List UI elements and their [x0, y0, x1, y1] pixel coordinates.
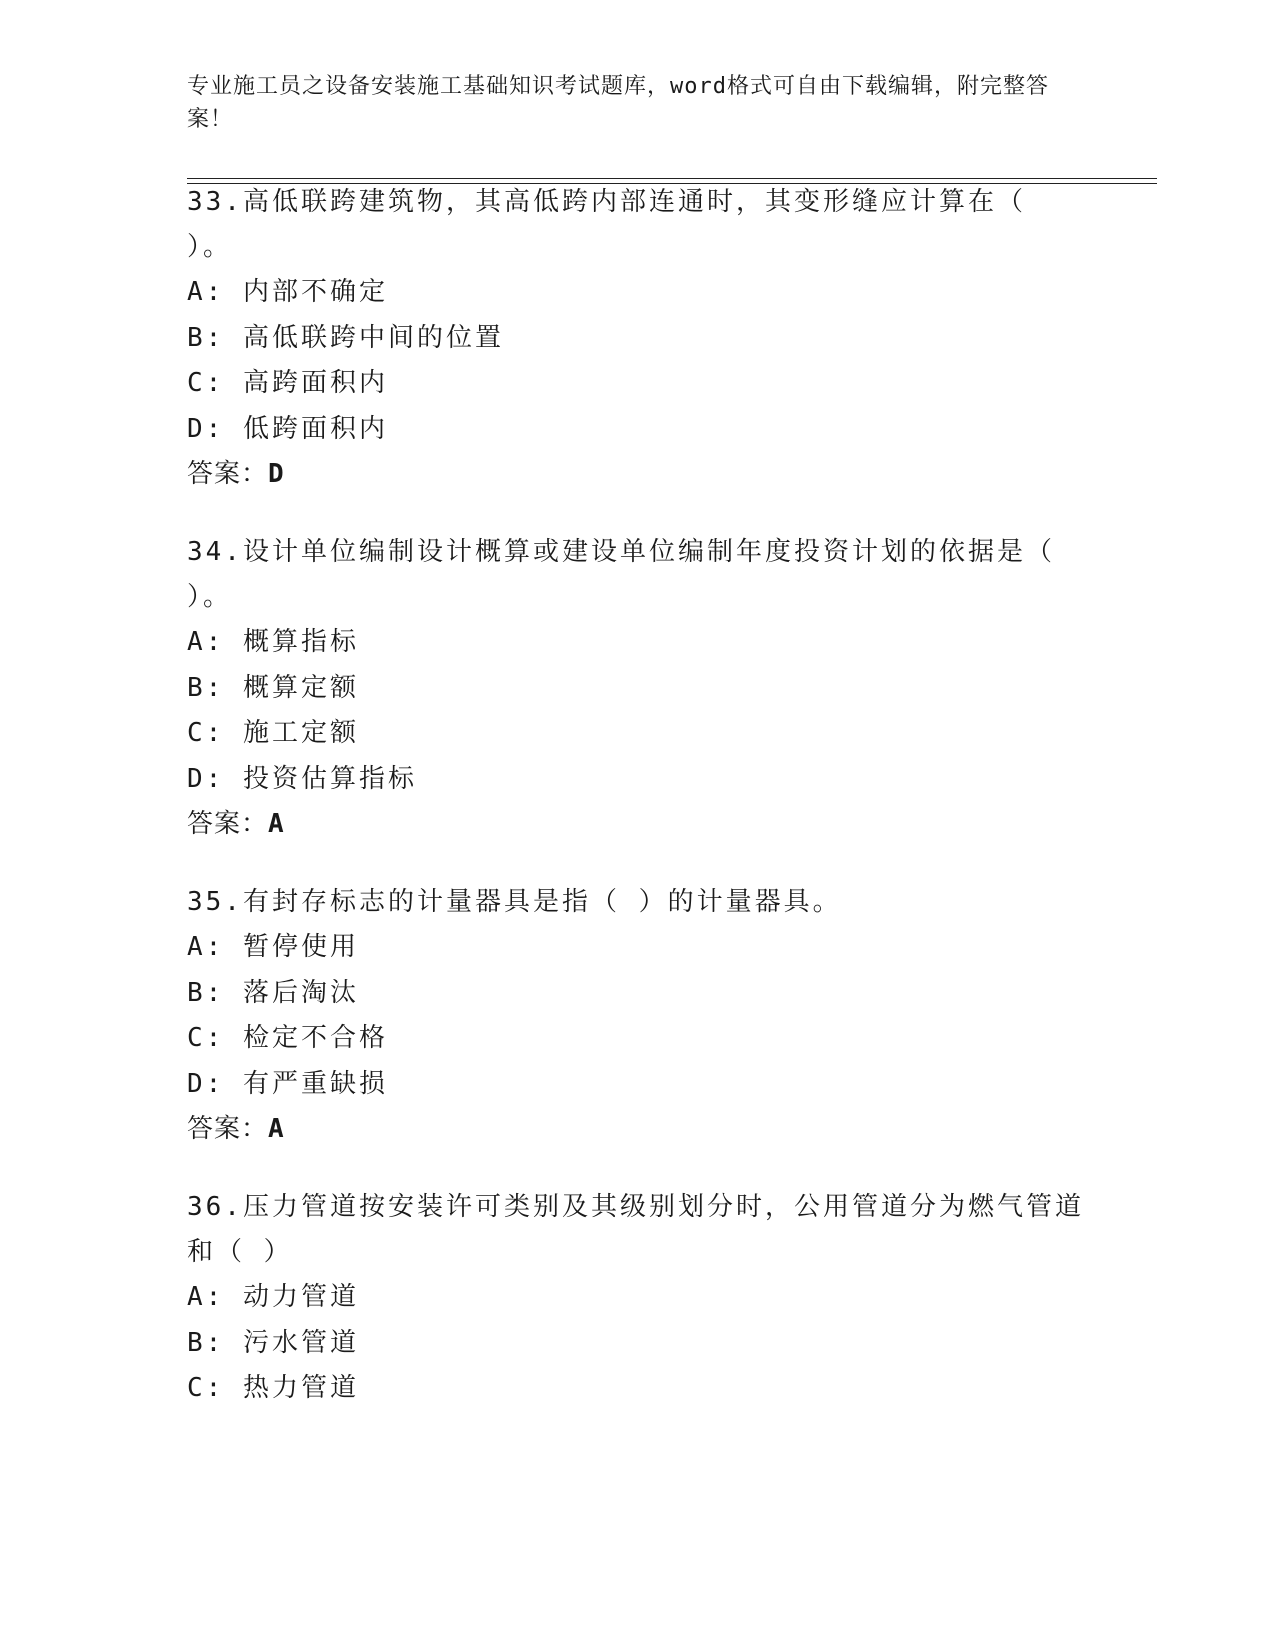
question-33 [187, 180, 1087, 497]
option-a: A: 暂停使用 [187, 932, 359, 962]
option-b: B: 落后淘汰 [187, 977, 359, 1008]
option-c: C: 施工定额 [187, 718, 359, 748]
option-a: A: 内部不确定 [187, 277, 388, 307]
option-d: D: 低跨面积内 [187, 413, 388, 444]
option-c: C: 检定不合格 [187, 1023, 388, 1053]
question-stem: 33.高低联跨建筑物，其高低跨内部连通时，其变形缝应计算在（ ）。 [187, 187, 1026, 262]
question-34 [187, 530, 1087, 847]
answer-line [187, 802, 1087, 847]
option-a: A: 动力管道 [187, 1282, 359, 1312]
answer-line [187, 452, 1087, 497]
answer-label: 答案： [187, 809, 269, 839]
option-b: B: 概算定额 [187, 672, 359, 703]
answer-label: 答案： [187, 1114, 269, 1144]
document-header: 专业施工员之设备安装施工基础知识考试题库，word格式可自由下载编辑，附完整答案！ [187, 74, 1049, 132]
answer-value: D [268, 459, 285, 489]
option-b: B: 污水管道 [187, 1327, 359, 1358]
answer-value: A [268, 809, 285, 839]
option-d: D: 投资估算指标 [187, 763, 417, 794]
question-stem: 36.压力管道按安装许可类别及其级别划分时，公用管道分为燃气管道和（ ） [187, 1192, 1084, 1267]
answer-value: A [268, 1114, 285, 1144]
question-36 [187, 1185, 1087, 1412]
answer-line [187, 1107, 1087, 1152]
question-stem: 35.有封存标志的计量器具是指（ ）的计量器具。 [187, 887, 842, 917]
option-c: C: 热力管道 [187, 1373, 359, 1403]
option-d: D: 有严重缺损 [187, 1068, 388, 1099]
question-35 [187, 880, 1087, 1152]
question-stem: 34.设计单位编制设计概算或建设单位编制年度投资计划的依据是（ ）。 [187, 537, 1055, 612]
option-a: A: 概算指标 [187, 627, 359, 657]
option-c: C: 高跨面积内 [187, 368, 388, 398]
option-b: B: 高低联跨中间的位置 [187, 322, 504, 353]
answer-label: 答案： [187, 459, 269, 489]
